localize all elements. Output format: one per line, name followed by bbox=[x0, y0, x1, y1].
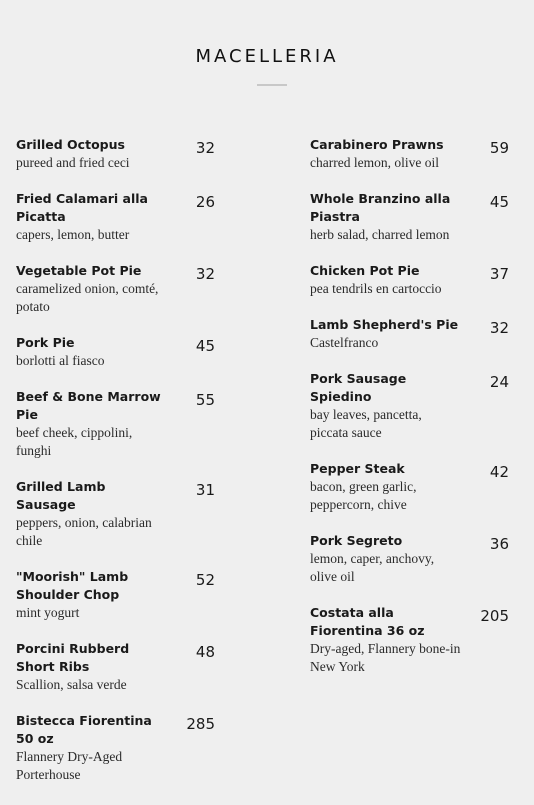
item-name: Carabinero Prawns bbox=[310, 137, 444, 152]
item-price: 32 bbox=[195, 139, 215, 157]
item-description: charred lemon, olive oil bbox=[310, 155, 439, 170]
item-description: pureed and fried ceci bbox=[16, 155, 130, 170]
item-name: Bistecca Fiorentina 50 oz bbox=[16, 713, 152, 746]
menu-item bbox=[16, 712, 218, 784]
menu-item bbox=[16, 478, 218, 550]
title-divider bbox=[257, 84, 287, 86]
menu-item bbox=[310, 262, 512, 298]
item-price: 45 bbox=[489, 193, 509, 211]
item-price: 205 bbox=[480, 607, 509, 625]
item-description: borlotti al fiasco bbox=[16, 353, 105, 368]
menu-item bbox=[310, 532, 512, 586]
item-description: herb salad, charred lemon bbox=[310, 227, 450, 242]
item-price: 45 bbox=[195, 337, 215, 355]
item-name: Beef & Bone Marrow Pie bbox=[16, 389, 161, 422]
menu-item bbox=[310, 460, 512, 514]
item-description: peppers, onion, calabrian chile bbox=[16, 515, 152, 548]
item-description: beef cheek, cippolini, funghi bbox=[16, 425, 133, 458]
item-price: 42 bbox=[489, 463, 509, 481]
item-price: 36 bbox=[489, 535, 509, 553]
menu-item bbox=[310, 370, 512, 442]
item-description: bay leaves, pancetta, piccata sauce bbox=[310, 407, 422, 440]
menu-column-right bbox=[310, 136, 512, 694]
item-price: 26 bbox=[195, 193, 215, 211]
menu-item bbox=[16, 190, 218, 244]
item-name: Pork Pie bbox=[16, 335, 75, 350]
item-price: 24 bbox=[489, 373, 509, 391]
item-name: Lamb Shepherd's Pie bbox=[310, 317, 459, 332]
menu-item bbox=[310, 604, 512, 676]
menu-item bbox=[16, 640, 218, 694]
menu-column-left bbox=[16, 136, 218, 802]
item-name: Vegetable Pot Pie bbox=[16, 263, 142, 278]
item-description: capers, lemon, butter bbox=[16, 227, 130, 242]
menu-item bbox=[16, 262, 218, 316]
menu-item bbox=[16, 388, 218, 460]
item-description: Scallion, salsa verde bbox=[16, 677, 127, 692]
item-name: Chicken Pot Pie bbox=[310, 263, 420, 278]
item-name: Grilled Lamb Sausage bbox=[16, 479, 106, 512]
item-description: Castelfranco bbox=[310, 335, 379, 350]
item-price: 32 bbox=[195, 265, 215, 283]
item-description: Dry-aged, Flannery bone-in New York bbox=[310, 641, 461, 674]
item-name: Porcini Rubberd Short Ribs bbox=[16, 641, 130, 674]
item-description: Flannery Dry-Aged Porterhouse bbox=[16, 749, 123, 782]
menu-item bbox=[310, 136, 512, 172]
item-price: 59 bbox=[489, 139, 509, 157]
item-name: Costata alla Fiorentina 36 oz bbox=[310, 605, 425, 638]
item-description: caramelized onion, comté, potato bbox=[16, 281, 159, 314]
item-name: Grilled Octopus bbox=[16, 137, 125, 152]
menu-item bbox=[16, 334, 218, 370]
item-name: Pork Sausage Spiedino bbox=[310, 371, 407, 404]
item-description: lemon, caper, anchovy, olive oil bbox=[310, 551, 435, 584]
item-price: 31 bbox=[195, 481, 215, 499]
item-name: "Moorish" Lamb Shoulder Chop bbox=[16, 569, 129, 602]
item-description: bacon, green garlic, peppercorn, chive bbox=[310, 479, 417, 512]
menu-item bbox=[310, 316, 512, 352]
item-description: pea tendrils en cartoccio bbox=[310, 281, 442, 296]
menu-item bbox=[16, 568, 218, 622]
item-price: 48 bbox=[195, 643, 215, 661]
menu-item bbox=[16, 136, 218, 172]
item-price: 285 bbox=[186, 715, 215, 733]
item-name: Pepper Steak bbox=[310, 461, 405, 476]
item-description: mint yogurt bbox=[16, 605, 80, 620]
item-name: Whole Branzino alla Piastra bbox=[310, 191, 451, 224]
item-name: Fried Calamari alla Picatta bbox=[16, 191, 148, 224]
item-price: 32 bbox=[489, 319, 509, 337]
item-price: 52 bbox=[195, 571, 215, 589]
page-title: MACELLERIA bbox=[195, 46, 339, 67]
menu-item bbox=[310, 190, 512, 244]
item-name: Pork Segreto bbox=[310, 533, 403, 548]
item-price: 37 bbox=[489, 265, 509, 283]
item-price: 55 bbox=[195, 391, 215, 409]
